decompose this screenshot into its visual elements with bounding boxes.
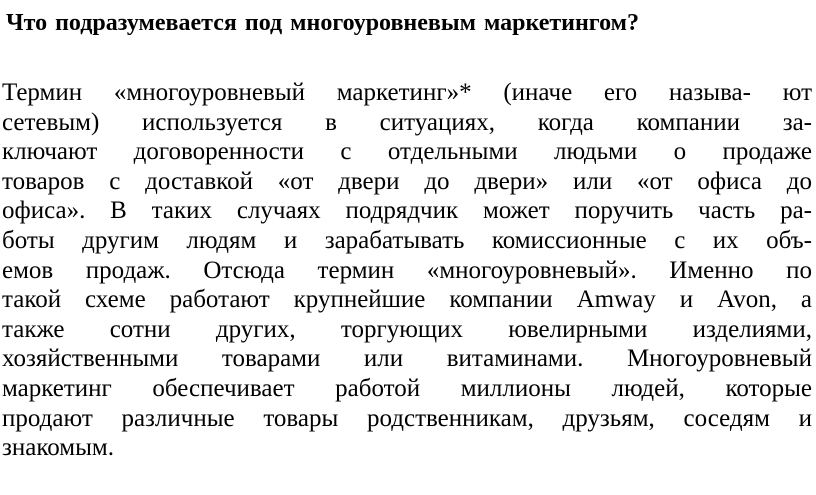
paragraph-line-4: товаров с доставкой «от двери до двери» или «от офиса до [2, 167, 812, 195]
paragraph-line-5: офиса». В таких случаях подрядчик может поручить часть ра- [2, 197, 812, 225]
paragraph-line-13: знакомым. [2, 434, 114, 462]
paragraph-line-9: также сотни других, торгующих ювелирными изделиями, [2, 315, 812, 343]
paragraph-line-11: маркетинг обеспечивает работой миллионы людей, которые [2, 374, 812, 402]
document-paragraph [2, 78, 812, 463]
paragraph-line-6: боты другим людям и зарабатывать комиссионные с их объ- [2, 226, 812, 254]
paragraph-line-2: сетевым) используется в ситуациях, когда компании за- [2, 108, 812, 136]
paragraph-line-3: ключают договоренности с отдельными людьми о продаже [2, 138, 812, 166]
paragraph-line-1: Термин «многоуровневый маркетинг»* (иначе его называ- ют [2, 79, 812, 106]
heading-spacer [2, 38, 808, 78]
paragraph-line-12: продают различные товары родственникам, друзьям, соседям и [2, 404, 812, 432]
paragraph-line-7: емов продаж. Отсюда термин «многоуровневый». Именно по [2, 256, 812, 284]
paragraph-line-10: хозяйственными товарами или витаминами. Многоуровневый [2, 345, 812, 373]
paragraph-line-8: такой схеме работают крупнейшие компании Amway и Avon, а [2, 286, 812, 314]
document-heading: Что подразумевается под многоуровневым маркетингом? [6, 10, 639, 36]
